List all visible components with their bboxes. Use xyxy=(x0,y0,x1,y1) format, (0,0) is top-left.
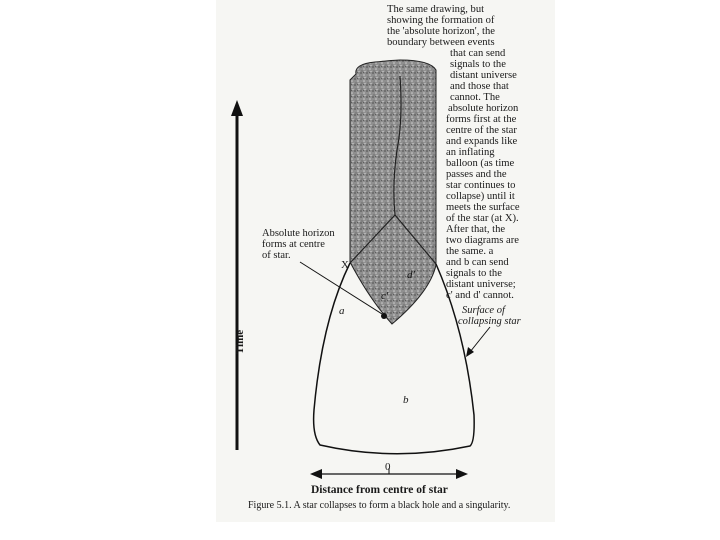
point-c-label: c' xyxy=(381,290,389,302)
distance-axis-arrow-left xyxy=(310,469,322,479)
description-line-13: and expands like xyxy=(446,136,518,147)
description-line-26: distant universe; xyxy=(446,279,516,290)
description-line-24: and b can send xyxy=(446,257,509,268)
description-line-19: meets the surface xyxy=(446,202,520,213)
description-line-8: and those that xyxy=(450,81,509,92)
description-line-6: signals to the xyxy=(450,59,506,70)
horizon-label-line-2: forms at centre xyxy=(262,239,325,250)
description-line-4: boundary between events xyxy=(387,37,495,48)
description-line-21: After that, the xyxy=(446,224,506,235)
point-b-label: b xyxy=(403,394,409,406)
surface-label-line-1: Surface of xyxy=(462,305,505,316)
description-line-17: star continues to xyxy=(446,180,516,191)
point-x-label: X xyxy=(341,259,349,271)
surface-label-line-2: collapsing star xyxy=(458,316,521,327)
figure-caption: Figure 5.1. A star collapses to form a black hole and a singularity. xyxy=(248,500,511,511)
description-line-10: absolute horizon xyxy=(448,103,519,114)
distance-axis-label: Distance from centre of star xyxy=(311,484,448,496)
description-line-14: an inflating xyxy=(446,147,495,158)
description-line-5: that can send xyxy=(450,48,506,59)
description-line-18: collapse) until it xyxy=(446,191,515,202)
time-axis-label: Time xyxy=(234,329,247,355)
description-line-20: of the star (at X). xyxy=(446,213,519,224)
description-line-23: the same. a xyxy=(446,246,494,257)
description-line-2: showing the formation of xyxy=(387,15,495,26)
description-line-16: passes and the xyxy=(446,169,507,180)
horizon-label-line-1: Absolute horizon xyxy=(262,228,335,239)
description-line-27: c' and d' cannot. xyxy=(446,290,514,301)
horizon-label-line-3: of star. xyxy=(262,250,291,261)
time-axis-arrowhead xyxy=(231,100,243,116)
point-d-label: d' xyxy=(407,269,415,281)
description-line-11: forms first at the xyxy=(446,114,517,125)
zero-label: 0 xyxy=(385,461,391,473)
description-line-12: centre of the star xyxy=(446,125,517,136)
description-line-25: signals to the xyxy=(446,268,502,279)
point-a-label: a xyxy=(339,305,345,317)
distance-axis-arrow-right xyxy=(456,469,468,479)
description-line-3: the 'absolute horizon', the xyxy=(387,26,495,37)
description-line-1: The same drawing, but xyxy=(387,4,485,15)
description-line-9: cannot. The xyxy=(450,92,500,103)
description-line-22: two diagrams are xyxy=(446,235,519,246)
surface-pointer-line xyxy=(470,327,490,352)
description-line-7: distant universe xyxy=(450,70,517,81)
description-line-15: balloon (as time xyxy=(446,158,515,169)
black-hole-column xyxy=(350,60,436,324)
